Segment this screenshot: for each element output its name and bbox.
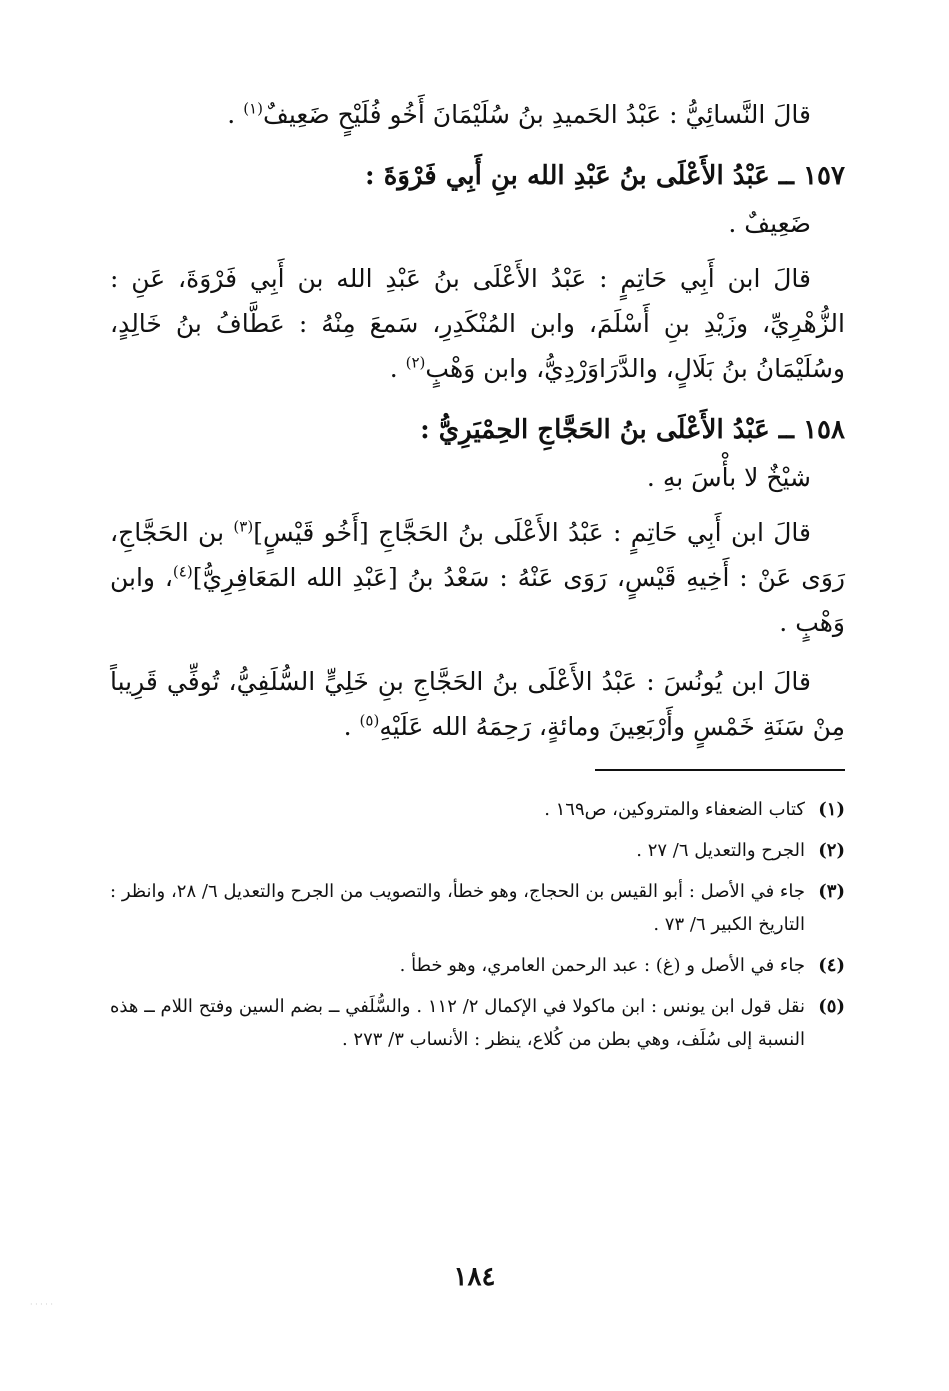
opening-paragraph	[110, 92, 845, 137]
footnote-number: (١)	[818, 799, 845, 820]
entry-157-verdict: ضَعِيفٌ .	[728, 209, 811, 238]
footnote-item	[110, 875, 845, 941]
footnote-divider	[595, 769, 845, 771]
main-text	[110, 92, 845, 749]
entry-158-text-c: ، وابن وَهْبٍ .	[110, 563, 845, 637]
entry-158-text-d: قالَ ابن يُونُسَ : عَبْدُ الأَعْلَى بنُ الحَجَّاجِ بنِ خَلِيٍّ السُّلَفِيُّ، تُوفِّي قَرِيباً مِنْ سَنَةِ خَمْسٍ وأَرْبَعِينَ ومائةٍ، رَحِمَهُ الله عَلَيْهِ	[110, 667, 845, 741]
footnote-text: نقل قول ابن يونس : ابن ماكولا في الإكمال ٢/ ١١٢ . والسُّلَفي ــ بضم السين وفتح اللام ــ هذه النسبة إلى سُلَف، وهي بطن من كُلاع، ينظر : الأنساب ٣/ ٢٧٣ .	[110, 996, 805, 1050]
entry-157-text: قالَ ابن أَبِي حَاتِمٍ : عَبْدُ الأَعْلَى بنُ عَبْدِ الله بن أَبِي فَرْوَةَ، عَنِ : الزُّهْرِيِّ، وزَيْدِ بنِ أَسْلَمَ، وابن المُنْكَدِرِ، سَمعَ مِنْهُ : عَطَّافُ بنُ خَالِدٍ، وسُلَيْمَانُ بنُ بَلَالٍ، والدَّرَاوَرْدِيُّ، وابن وَهْبٍ	[110, 264, 845, 383]
opening-text: قالَ النَّسائِيُّ : عَبْدُ الحَميدِ بنُ سُلَيْمَانَ أَخُو فُلَيْحٍ ضَعِيفٌ	[262, 100, 811, 129]
entry-157-end: .	[389, 354, 406, 383]
entry-157-paragraph	[110, 256, 845, 391]
entry-158-end: .	[343, 712, 360, 741]
footnote-item	[110, 834, 845, 867]
entry-158-text-a: قالَ ابن أَبِي حَاتِمٍ : عَبْدُ الأَعْلَى بنُ الحَجَّاجِ [أَخُو قَيْسٍ]	[253, 518, 811, 547]
footnote-number: (٤)	[818, 955, 845, 976]
footnote-item	[110, 990, 845, 1056]
footnote-item	[110, 793, 845, 826]
footnote-ref-1: (١)	[243, 99, 263, 118]
footnotes	[110, 793, 845, 1056]
entry-158-verdict: شيْخٌ لا بأْسَ بهِ .	[646, 463, 811, 492]
footnote-item	[110, 949, 845, 982]
entry-158-text-b: بن الحَجَّاجِ، رَوَى عَنْ : أَخِيهِ قَيْسٍ، رَوَى عَنْهُ : سَعْدُ بنُ [عَبْدِ الله المَعَافِرِيُّ]	[110, 518, 846, 592]
page-number: ١٨٤	[453, 1262, 496, 1292]
scan-specks: · · · · ·	[30, 1300, 53, 1309]
entry-158-heading: ١٥٨ ــ عَبْدُ الأَعْلَى بنُ الحَجَّاجِ الحِمْيَرِيُّ :	[420, 415, 845, 445]
footnote-ref-5: (٥)	[359, 711, 380, 730]
entry-158-paragraph-2	[110, 659, 845, 749]
entry-158-paragraph-1	[110, 510, 845, 645]
footnote-text: جاء في الأصل : أبو القيس بن الحجاج، وهو خطأ، والتصويب من الجرح والتعديل ٦/ ٢٨، وانظر : التاريخ الكبير ٦/ ٧٣ .	[110, 881, 806, 935]
footnote-text: الجرح والتعديل ٦/ ٢٧ .	[636, 840, 805, 861]
footnote-ref-3: (٣)	[233, 517, 254, 536]
footnote-text: جاء في الأصل و (غ) : عبد الرحمن العامري، وهو خطأ .	[399, 955, 805, 976]
footnote-number: (٣)	[818, 881, 845, 902]
footnote-number: (٢)	[818, 840, 845, 861]
entry-157-heading: ١٥٧ ــ عَبْدُ الأَعْلَى بنُ عَبْدِ الله بنِ أَبِي فَرْوَةَ :	[365, 161, 845, 191]
opening-end: .	[227, 100, 244, 129]
footnote-ref-2: (٢)	[405, 353, 426, 372]
footnote-number: (٥)	[818, 996, 845, 1017]
footnote-text: كتاب الضعفاء والمتروكين، ص١٦٩ .	[544, 799, 805, 820]
book-page	[110, 92, 845, 1352]
footnote-ref-4: (٤)	[172, 562, 193, 581]
